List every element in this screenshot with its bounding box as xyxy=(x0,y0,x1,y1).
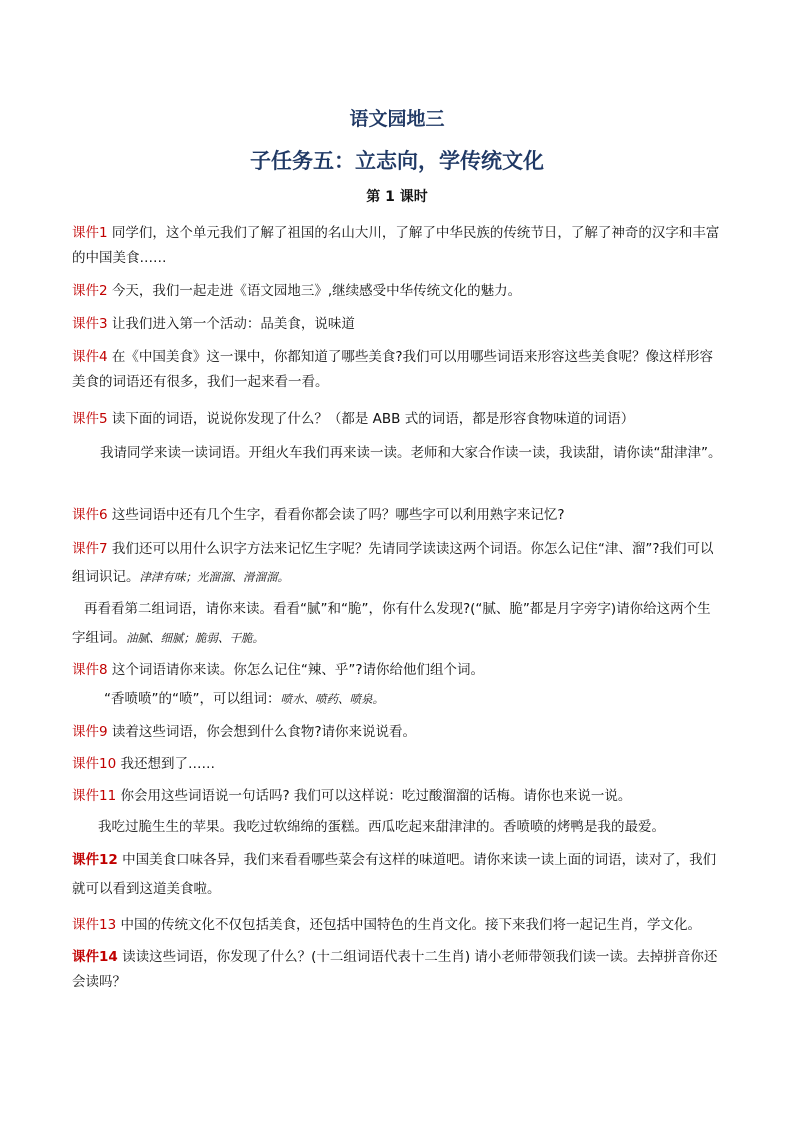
handwritten-words: 喷水、喷药、喷泉。 xyxy=(280,692,384,706)
paragraph-11 xyxy=(72,784,724,809)
slide-tag: 课件6 xyxy=(72,507,108,523)
paragraph-7b xyxy=(72,595,724,653)
paragraph-11b xyxy=(72,815,724,840)
paragraph-text: 你会用这些词语说一句话吗? 我们可以这样说：吃过酸溜溜的话梅。请你也来说一说。 xyxy=(116,788,632,804)
paragraph-5b xyxy=(72,439,724,468)
page-subtitle: 子任务五：立志向，学传统文化 xyxy=(250,149,544,173)
paragraph-7 xyxy=(72,535,724,591)
slide-tag: 课件5 xyxy=(72,411,108,427)
slide-tag: 课件8 xyxy=(72,662,108,678)
slide-tag: 课件12 xyxy=(72,852,118,868)
lesson-label: 第 1 课时 xyxy=(366,189,428,205)
slide-tag: 课件4 xyxy=(72,349,108,365)
page-title: 语文园地三 xyxy=(349,108,445,130)
slide-tag: 课件3 xyxy=(72,316,108,332)
paragraph-10 xyxy=(72,752,724,777)
paragraph-text: 这些词语中还有几个生字，看看你都会读了吗？哪些字可以利用熟字来记忆? xyxy=(107,507,565,523)
paragraph-text: 今天，我们一起走进《语文园地三》,继续感受中华传统文化的魅力。 xyxy=(107,283,522,299)
slide-tag: 课件1 xyxy=(72,225,108,241)
paragraph-8b xyxy=(72,687,724,712)
paragraph-4 xyxy=(72,345,724,395)
paragraph-text: 我们还可以用什么识字方法来记忆生字呢？先请同学读读这两个词语。你怎么记住“津、溜”?我们可以组词识记。 xyxy=(72,541,714,585)
slide-tag: 课件13 xyxy=(72,917,117,933)
paragraph-text: 这个词语请你来读。你怎么记住“辣、乎”?请你给他们组个词。 xyxy=(107,662,485,678)
paragraph-text: 我还想到了…… xyxy=(116,756,215,772)
paragraph-text: 读下面的词语，说说你发现了什么？（都是 ABB 式的词语，都是形容食物味道的词语） xyxy=(107,411,635,427)
paragraph-8 xyxy=(72,658,724,683)
paragraph-12 xyxy=(72,846,724,904)
paragraph-text: “香喷喷”的“喷”，可以组词： xyxy=(104,691,281,707)
paragraph-5 xyxy=(72,407,724,432)
paragraph-1 xyxy=(72,221,724,271)
paragraph-text: 在《中国美食》这一课中，你都知道了哪些美食?我们可以用哪些词语来形容这些美食呢？像这样形容美食的词语还有很多，我们一起来看一看。 xyxy=(72,349,714,390)
slide-tag: 课件10 xyxy=(72,756,117,772)
paragraph-3 xyxy=(72,312,724,337)
paragraph-text: 同学们，这个单元我们了解了祖国的名山大川，了解了中华民族的传统节日，了解了神奇的汉字和丰富的中国美食…… xyxy=(72,225,720,266)
slide-tag: 课件9 xyxy=(72,724,108,740)
paragraph-text: 读着这些词语，你会想到什么食物?请你来说说看。 xyxy=(107,724,417,740)
paragraph-text: 我吃过脆生生的苹果。我吃过软绵绵的蛋糕。西瓜吃起来甜津津的。香喷喷的烤鸭是我的最爱。 xyxy=(98,819,665,835)
paragraph-text: 读读这些词语，你发现了什么？(十二组词语代表十二生肖) 请小老师带领我们读一读。去掉拼音你还会读吗？ xyxy=(72,949,718,990)
paragraph-text: 让我们进入第一个活动：品美食，说味道 xyxy=(107,316,355,332)
handwritten-words: 津津有味；光溜溜、滑溜溜。 xyxy=(139,570,289,584)
paragraph-14 xyxy=(72,945,724,995)
slide-tag: 课件14 xyxy=(72,949,118,965)
paragraph-text: 中国美食口味各异，我们来看看哪些菜会有这样的味道吧。请你来读一读上面的词语，读对了，我们就可以看到这道美食啦。 xyxy=(72,852,717,897)
paragraph-2 xyxy=(72,279,724,304)
paragraph-text: 我请同学来读一读词语。开组火车我们再来读一读。老师和大家合作读一读，我读甜，请你读“甜津津”。 xyxy=(100,445,722,461)
slide-tag: 课件11 xyxy=(72,788,117,804)
slide-tag: 课件7 xyxy=(72,541,108,557)
slide-tag: 课件2 xyxy=(72,283,108,299)
paragraph-13 xyxy=(72,913,724,938)
paragraph-6 xyxy=(72,503,724,528)
paragraph-9 xyxy=(72,720,724,745)
paragraph-text: 中国的传统文化不仅包括美食，还包括中国特色的生肖文化。接下来我们将一起记生肖，学文化。 xyxy=(116,917,701,933)
handwritten-words: 油腻、细腻；脆弱、干脆。 xyxy=(126,631,264,645)
paragraph-text: 再看看第二组词语，请你来读。看看“腻”和“脆”，你有什么发现?(“腻、脆”都是月字旁字)请你给这两个生字组词。 xyxy=(72,601,711,646)
